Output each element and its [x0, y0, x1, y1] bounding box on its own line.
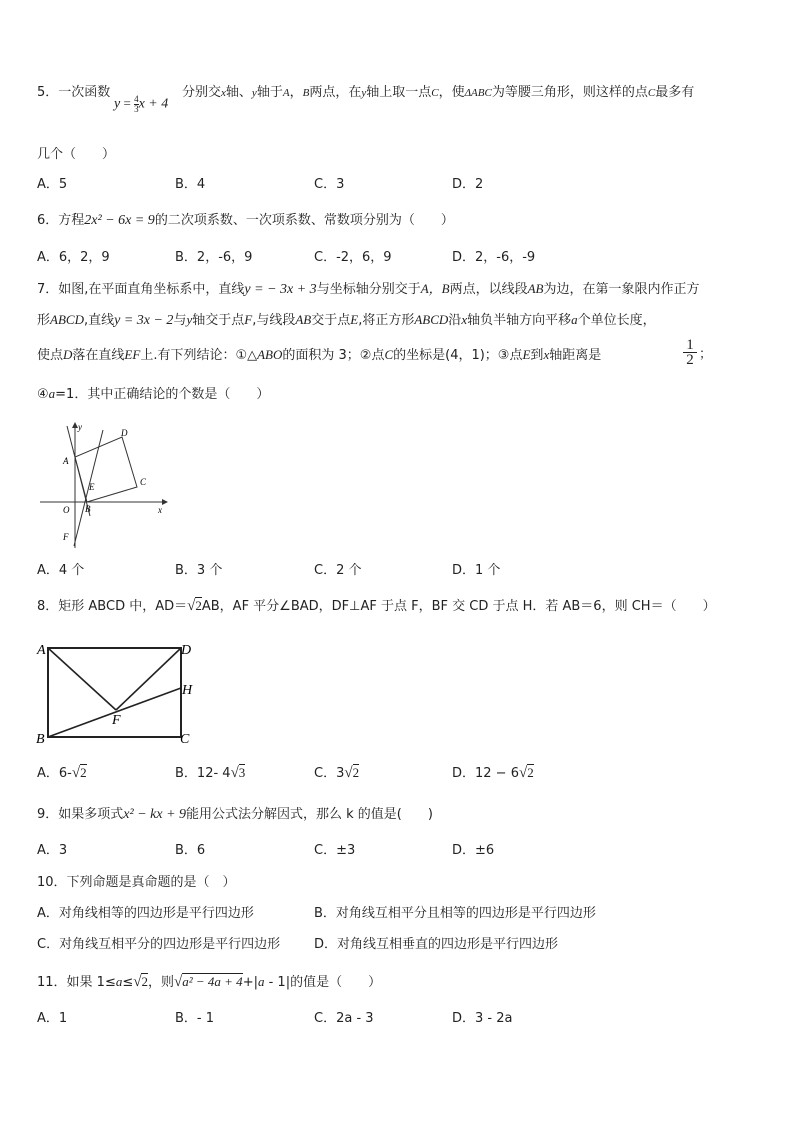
q7-label-f: F [63, 532, 69, 542]
q10-option-b: B．对角线互相平分且相等的四边形是平行四边形 [314, 906, 596, 921]
q7-option-a: A．4 个 [37, 563, 85, 578]
q8-figure [34, 638, 204, 748]
q6-stem: 6．方程2x² − 6x = 9的二次项系数、一次项系数、常数项分别为（ ） [37, 213, 454, 228]
q11-stem: 11．如果 1≤a≤√2，则√a² − 4a + 4+|a - 1|的值是（ ） [37, 974, 382, 990]
q5-option-a: A．5 [37, 177, 68, 192]
q7-option-c: C．2 个 [314, 563, 362, 578]
q6-option-b: B．2，-6，9 [175, 250, 253, 265]
q5-formula: y = $\frac{4}{3}$ x + 4 [114, 94, 169, 114]
q7-line1: 7．如图,在平面直角坐标系中，直线y = − 3x + 3与坐标轴分别交于A，B两点，以线段AB为边，在第一象限内作正方 [37, 281, 700, 297]
q11-option-a: A．1 [37, 1011, 68, 1026]
q5-line2: 几个（ ） [37, 147, 116, 162]
q10-stem: 10．下列命题是真命题的是（ ） [37, 875, 236, 890]
q7-label-c: C [140, 477, 147, 487]
q8-label-b: B [36, 732, 45, 747]
q7-label-e: E [89, 482, 95, 492]
q10-option-a: A．对角线相等的四边形是平行四边形 [37, 906, 254, 921]
q9-option-b: B．6 [175, 843, 206, 858]
q8-label-a: A [37, 643, 46, 658]
q7-x-arrow [162, 499, 168, 505]
q8-stem: 8．矩形 ABCD 中，AD＝√2AB，AF 平分∠BAD，DF⊥AF 于点 F，BF 交 CD 于点 H．若 AB＝6，则 CH＝（ ） [37, 598, 716, 614]
q9-option-c: C．±3 [314, 843, 356, 858]
q10-option-d: D．对角线互相垂直的四边形是平行四边形 [314, 937, 559, 952]
q7-label-b: B [85, 504, 91, 514]
q7-line3: 使点D落在直线EF上.有下列结论：①△ABO的面积为 3；②点C的坐标是(4，1)；③点E到x轴距离是 [37, 347, 602, 363]
q5-line1b: 分别交x轴、y轴于A，B两点，在y轴上取一点C，使ΔABC为等腰三角形，则这样的点C最多有 [182, 85, 695, 100]
q7-option-d: D．1 个 [452, 563, 501, 578]
q8-option-d: D．12 − 6√2 [452, 765, 534, 781]
q7-line4: ④a=1．其中正确结论的个数是（ ） [37, 386, 270, 402]
q7-fraction-half: $\frac{1}{2}$ [683, 338, 697, 367]
q10-option-c: C．对角线互相平分的四边形是平行四边形 [37, 937, 281, 952]
q8-label-h: H [182, 683, 193, 698]
q8-option-b: B．12- 4√3 [175, 765, 246, 781]
q7-option-b: B．3 个 [175, 563, 223, 578]
q9-option-a: A．3 [37, 843, 68, 858]
q9-option-d: D．±6 [452, 843, 495, 858]
q8-label-d: D [181, 643, 192, 658]
q5-option-b: B．4 [175, 177, 206, 192]
q8-option-a: A．6-√2 [37, 765, 87, 781]
q7-label-a: A [63, 456, 69, 466]
q7-line2: 形ABCD,直线y = 3x − 2与y轴交于点F,与线段AB交于点E,将正方形ABCD沿x轴负半轴方向平移a个单位长度， [37, 312, 656, 328]
q7-label-y: y [78, 422, 82, 432]
q6-option-d: D．2，-6，-9 [452, 250, 536, 265]
q8-label-c: C [180, 732, 190, 747]
q8-label-f: F [112, 713, 121, 728]
q11-option-c: C．2a - 3 [314, 1011, 374, 1026]
q11-option-b: B．- 1 [175, 1011, 215, 1026]
q7-label-x: x [158, 505, 162, 515]
q7-line3-end: ； [699, 347, 713, 362]
q5-option-d: D．2 [452, 177, 484, 192]
q9-stem: 9．如果多项式x² − kx + 9能用公式法分解因式，那么 k 的值是( ) [37, 807, 433, 822]
q5-option-c: C．3 [314, 177, 345, 192]
q5-line1: 5．一次函数 [37, 85, 111, 100]
q7-label-o: O [63, 505, 70, 515]
q7-figure [30, 420, 170, 556]
q11-option-d: D．3 - 2a [452, 1011, 513, 1026]
q7-label-d: D [121, 428, 128, 438]
q8-segment-af [48, 648, 116, 710]
q6-option-c: C．-2，6，9 [314, 250, 392, 265]
q8-option-c: C．3√2 [314, 765, 360, 781]
q6-option-a: A．6，2，9 [37, 250, 110, 265]
